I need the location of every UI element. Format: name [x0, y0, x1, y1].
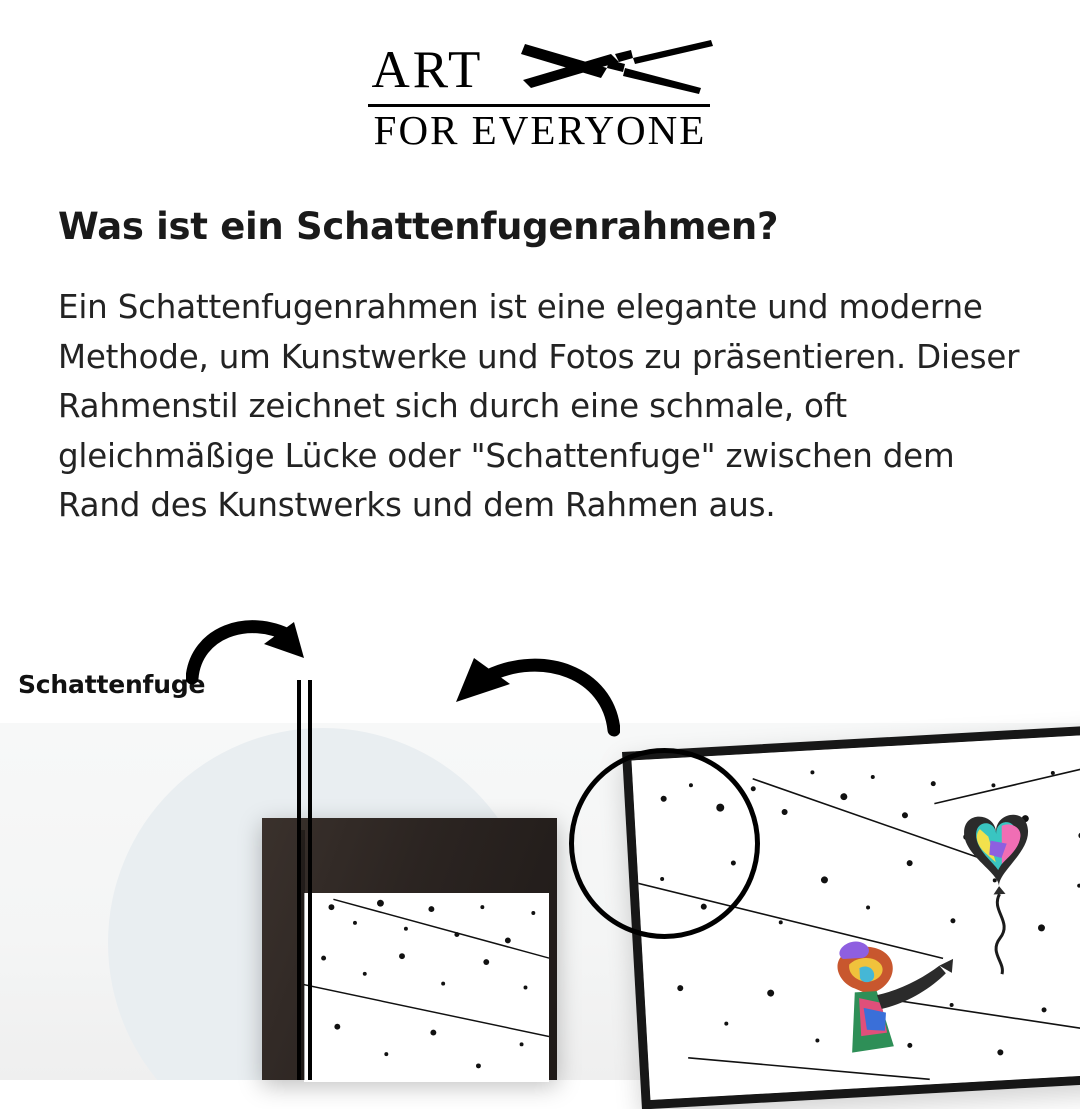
logo-secondary-text: FOR EVERYONE [373, 107, 707, 153]
brand-logo [0, 38, 1080, 153]
logo-primary-text: ART [371, 41, 484, 99]
curved-arrow-down-right-icon [186, 612, 316, 690]
artwork-ink-splatter [304, 893, 549, 1082]
gap-label: Schattenfuge [18, 670, 206, 699]
shadow-gap-indicator [297, 680, 315, 1080]
gap-line-inner [308, 680, 312, 1080]
curved-arrow-down-left-icon [440, 650, 620, 740]
left-frame-artwork [304, 893, 549, 1082]
gap-line-outer [297, 680, 301, 1080]
body-paragraph: Ein Schattenfugenrahmen ist eine elegante und moderne Methode, um Kunstwerke und Fotos zu präsentieren. Dieser Rahmenstil zeichnet sich durch eine schmale, oft gleichmäßige Lücke oder "Schattenfuge" zwischen dem Rand des Kunstwerks und dem Rahmen aus. [58, 288, 1020, 524]
paintbrushes-icon [515, 38, 715, 108]
circle-highlight-icon [569, 748, 760, 939]
page-title: Was ist ein Schattenfugenrahmen? [58, 205, 779, 248]
